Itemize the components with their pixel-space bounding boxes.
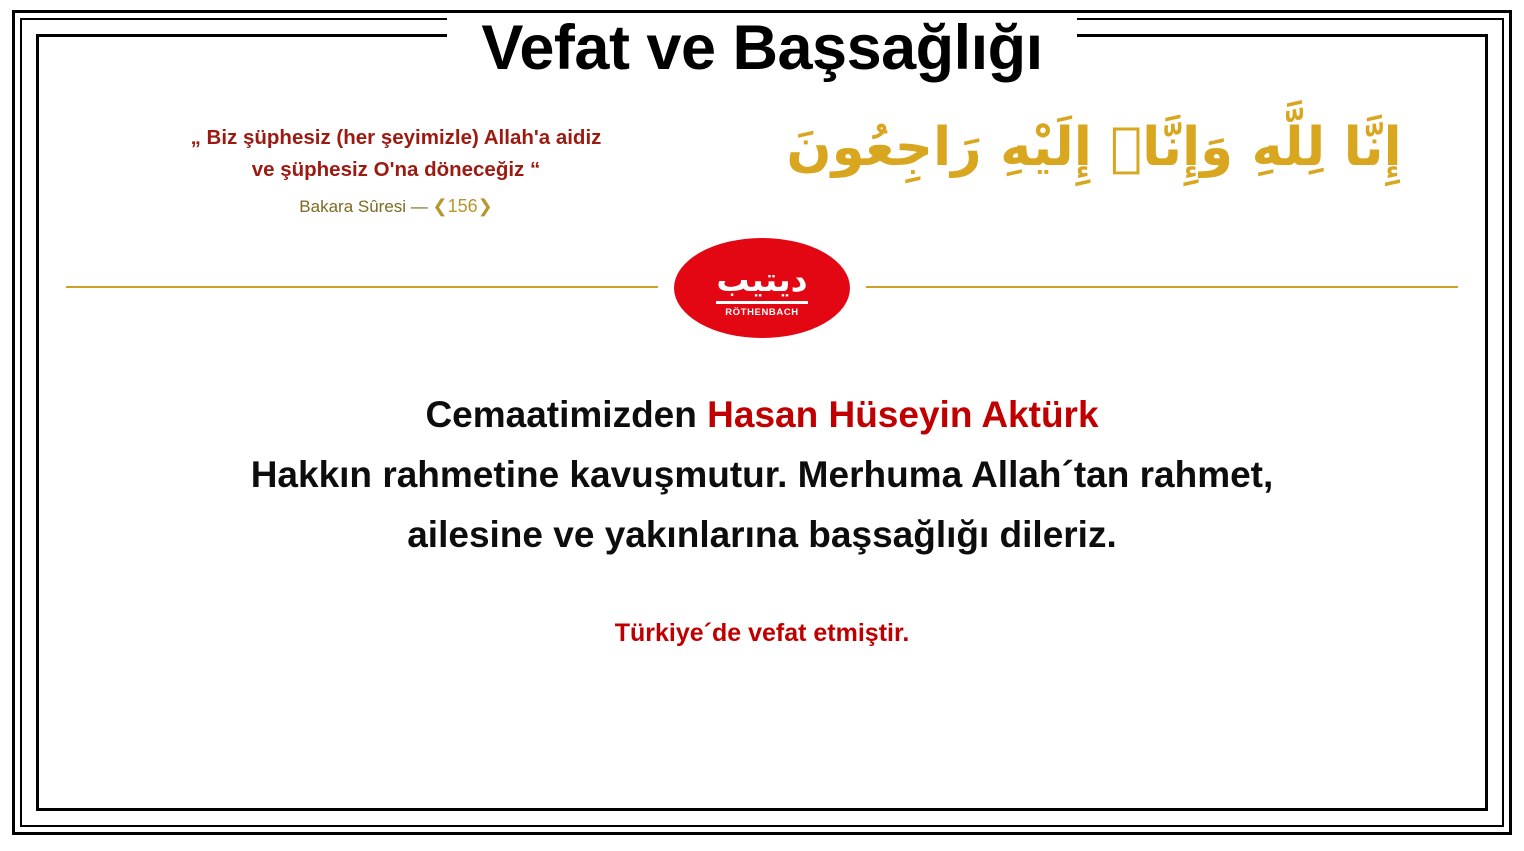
announcement-message: [70, 385, 1454, 648]
logo-arabic-mark: ديتيب: [716, 259, 808, 299]
quote-source-label: Bakara Sûresi —: [299, 196, 428, 216]
quote-line-1: „ Biz şüphesiz (her şeyimizle) Allah'a aidiz: [190, 126, 602, 149]
page-title: Vefat ve Başsağlığı: [447, 15, 1076, 81]
message-line-1-prefix: Cemaatimizden: [425, 394, 708, 435]
divider-with-logo: [60, 238, 1464, 342]
message-line-1: [70, 385, 1454, 445]
death-location-note: Türkiye´de vefat etmiştir.: [614, 618, 910, 647]
message-line-2: Hakkın rahmetine kavuşmutur. Merhuma Allah´tan rahmet,: [250, 453, 1274, 495]
logo-caption: RÖTHENBACH: [725, 306, 799, 318]
organization-logo: [674, 238, 850, 338]
divider-line-right: [866, 286, 1458, 288]
deceased-name: Hasan Hüseyin Aktürk: [707, 394, 1099, 435]
divider-line-left: [66, 286, 658, 288]
arabic-verse: إِنَّا لِلَّهِ وَإِنَّاۤ إِلَيْهِ رَاجِعُونَ: [786, 117, 1402, 178]
message-line-3: ailesine ve yakınlarına başsağlığı dileriz.: [407, 513, 1117, 555]
turkish-quote-block: [86, 122, 706, 217]
quote-section: [60, 108, 1464, 248]
quote-source: [86, 196, 706, 217]
quote-ayah-number: ❮156❯: [432, 195, 493, 216]
logo-divider-bar: [716, 301, 808, 304]
quote-line-2: ve şüphesiz O'na döneceğiz “: [251, 157, 541, 181]
